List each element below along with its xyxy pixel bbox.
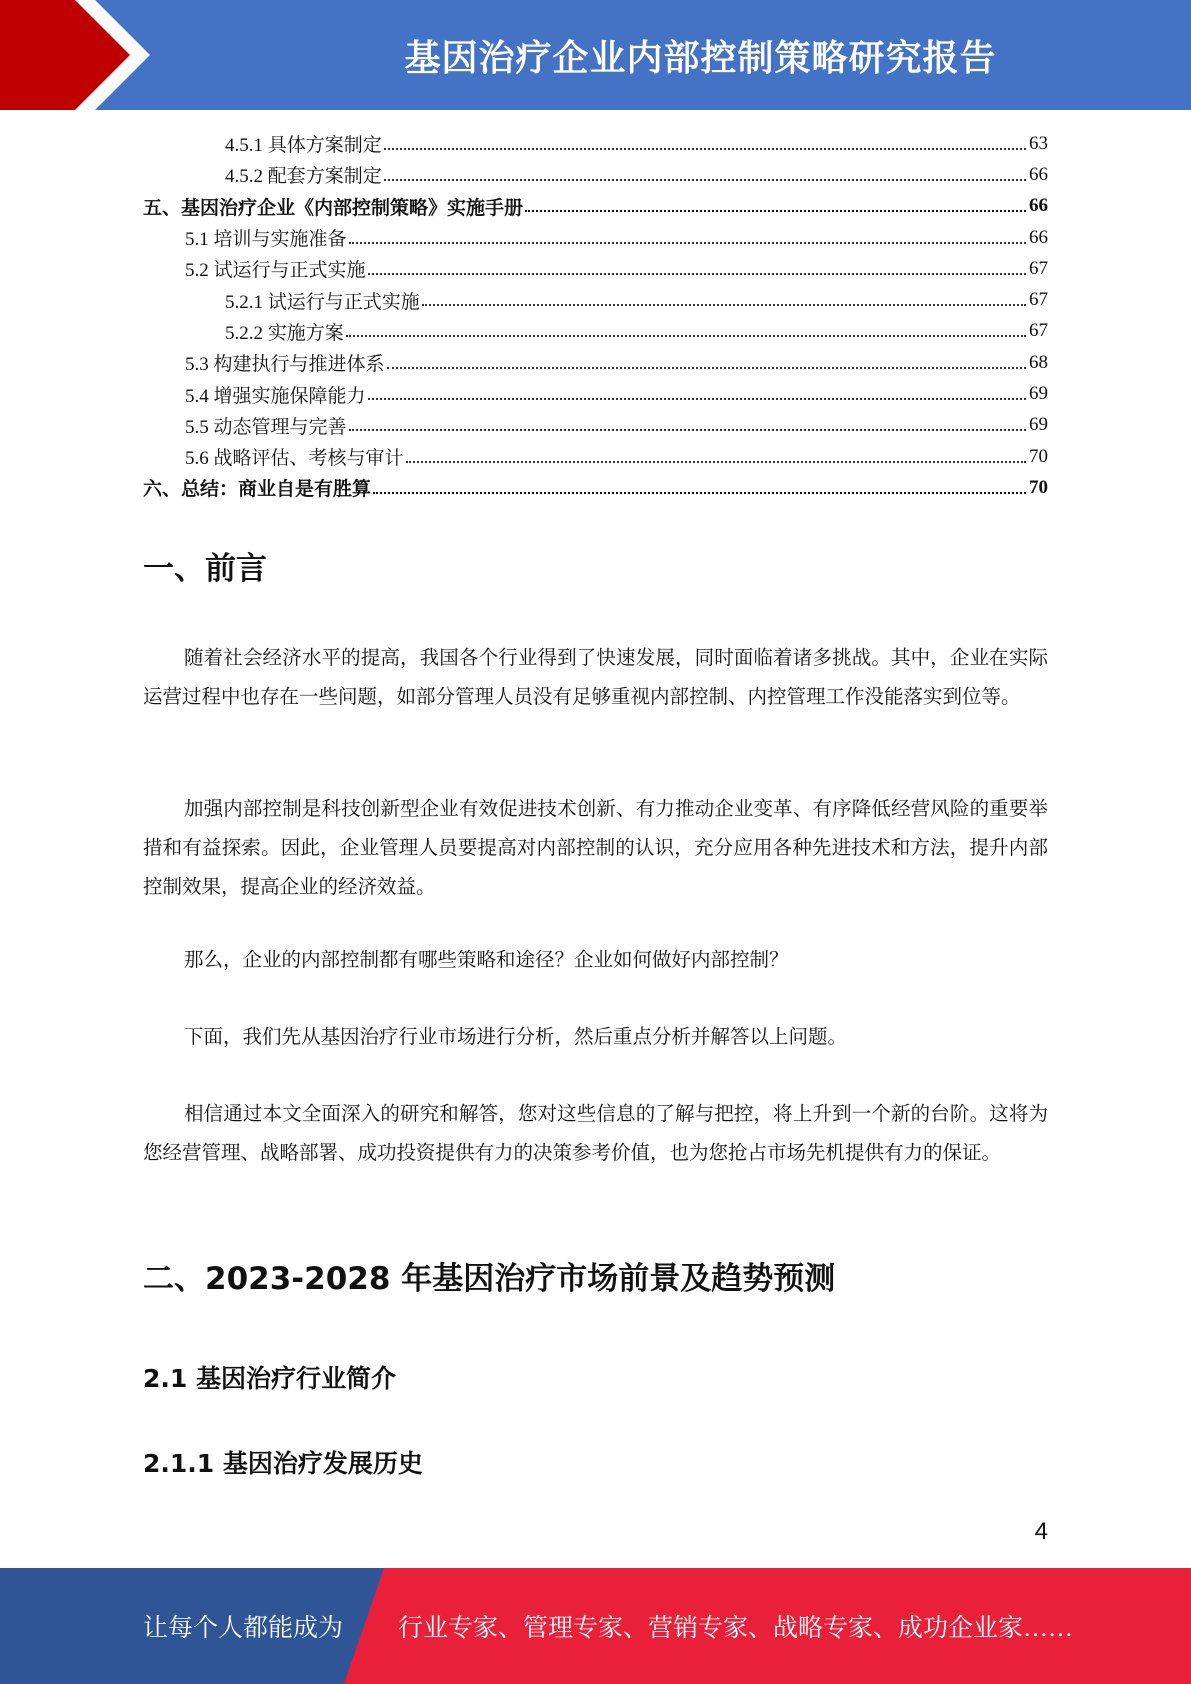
footer-slogan-right: 行业专家、管理专家、营销专家、战略专家、成功企业家…… — [398, 1615, 1074, 1642]
report-title: 基因治疗企业内部控制策略研究报告 — [404, 37, 997, 79]
toc-entry[interactable] — [143, 347, 1048, 378]
toc-entry-title: 5.2.1 试运行与正式实施 — [225, 291, 420, 313]
toc-leader-dots — [384, 179, 1026, 181]
subsection-heading: 2.1 基因治疗行业简介 — [143, 1364, 396, 1393]
toc-entry-title: 六、总结：商业自是有胜算 — [143, 479, 372, 501]
toc-entry-page: 66 — [1029, 195, 1048, 217]
toc-entry[interactable] — [143, 191, 1048, 222]
toc-entry-page: 69 — [1029, 383, 1048, 405]
header-arrow-icon — [0, 0, 160, 110]
toc-entry-page: 69 — [1029, 414, 1048, 436]
toc-entry[interactable] — [143, 284, 1048, 315]
paragraph: 下面，我们先从基因治疗行业市场进行分析，然后重点分析并解答以上问题。 — [184, 1027, 848, 1048]
toc-entry-title: 4.5.2 配套方案制定 — [225, 166, 382, 188]
toc-entry[interactable] — [143, 128, 1048, 159]
toc-leader-dots — [406, 461, 1026, 463]
toc-leader-dots — [368, 398, 1026, 400]
toc-entry[interactable] — [143, 472, 1048, 503]
section-heading-preface: 一、前言 — [143, 551, 267, 587]
toc-entry-title: 5.3 构建执行与推进体系 — [185, 354, 385, 376]
toc-entry-title: 4.5.1 具体方案制定 — [225, 135, 382, 157]
toc-leader-dots — [387, 367, 1026, 369]
toc-leader-dots — [349, 429, 1026, 431]
section-heading-forecast: 二、2023-2028 年基因治疗市场前景及趋势预测 — [143, 1261, 836, 1297]
toc-entry[interactable] — [143, 316, 1048, 347]
toc-entry-title: 5.4 增强实施保障能力 — [185, 385, 366, 407]
paragraph: 加强内部控制是科技创新型企业有效促进技术创新、有力推动企业变革、有序降低经营风险的重要举措和有益探索。因此，企业管理人员要提高对内部控制的认识，充分应用各种先进技术和方法，提升内部控制效果，提高企业的经济效益。 — [143, 799, 1048, 898]
toc-entry-title: 5.6 战略评估、考核与审计 — [185, 448, 404, 470]
subsection-heading: 2.1.1 基因治疗发展历史 — [143, 1449, 423, 1478]
toc-entry-page: 67 — [1029, 289, 1048, 311]
toc-leader-dots — [368, 273, 1026, 275]
toc-entry[interactable] — [143, 441, 1048, 472]
footer-slogan-left: 让每个人都能成为 — [143, 1615, 344, 1642]
toc-leader-dots — [422, 304, 1026, 306]
toc-leader-dots — [346, 335, 1026, 337]
toc-entry-title: 5.1 培训与实施准备 — [185, 229, 347, 251]
toc-entry-page: 67 — [1029, 257, 1048, 279]
page-header — [0, 0, 1191, 110]
toc-entry[interactable] — [143, 253, 1048, 284]
toc-entry[interactable] — [143, 410, 1048, 441]
toc-entry-title: 五、基因治疗企业《内部控制策略》实施手册 — [143, 197, 524, 219]
table-of-contents — [143, 128, 1048, 504]
toc-entry[interactable] — [143, 378, 1048, 409]
toc-leader-dots — [373, 492, 1026, 494]
paragraph: 相信通过本文全面深入的研究和解答，您对这些信息的了解与把控，将上升到一个新的台阶。这将为您经营管理、战略部署、成功投资提供有力的决策参考价值，也为您抢占市场先机提供有力的保证。 — [143, 1104, 1048, 1164]
toc-entry[interactable] — [143, 159, 1048, 190]
page-footer — [0, 1568, 1191, 1684]
toc-entry-title: 5.2.2 实施方案 — [225, 322, 344, 344]
page-number: 4 — [1034, 1518, 1048, 1545]
toc-entry-page: 66 — [1029, 163, 1048, 185]
toc-entry-title: 5.5 动态管理与完善 — [185, 416, 347, 438]
toc-leader-dots — [525, 210, 1026, 212]
toc-leader-dots — [349, 242, 1026, 244]
toc-entry[interactable] — [143, 222, 1048, 253]
toc-entry-page: 63 — [1029, 132, 1048, 154]
toc-entry-page: 70 — [1029, 445, 1048, 467]
toc-entry-page: 68 — [1029, 351, 1048, 373]
paragraph: 随着社会经济水平的提高，我国各个行业得到了快速发展，同时面临着诸多挑战。其中，企业在实际运营过程中也存在一些问题，如部分管理人员没有足够重视内部控制、内控管理工作没能落实到位等。 — [143, 648, 1048, 708]
paragraph: 那么，企业的内部控制都有哪些策略和途径？企业如何做好内部控制？ — [184, 950, 789, 971]
toc-leader-dots — [384, 148, 1026, 150]
toc-entry-page: 66 — [1029, 226, 1048, 248]
toc-entry-page: 67 — [1029, 320, 1048, 342]
toc-entry-page: 70 — [1029, 476, 1048, 498]
toc-entry-title: 5.2 试运行与正式实施 — [185, 260, 366, 282]
